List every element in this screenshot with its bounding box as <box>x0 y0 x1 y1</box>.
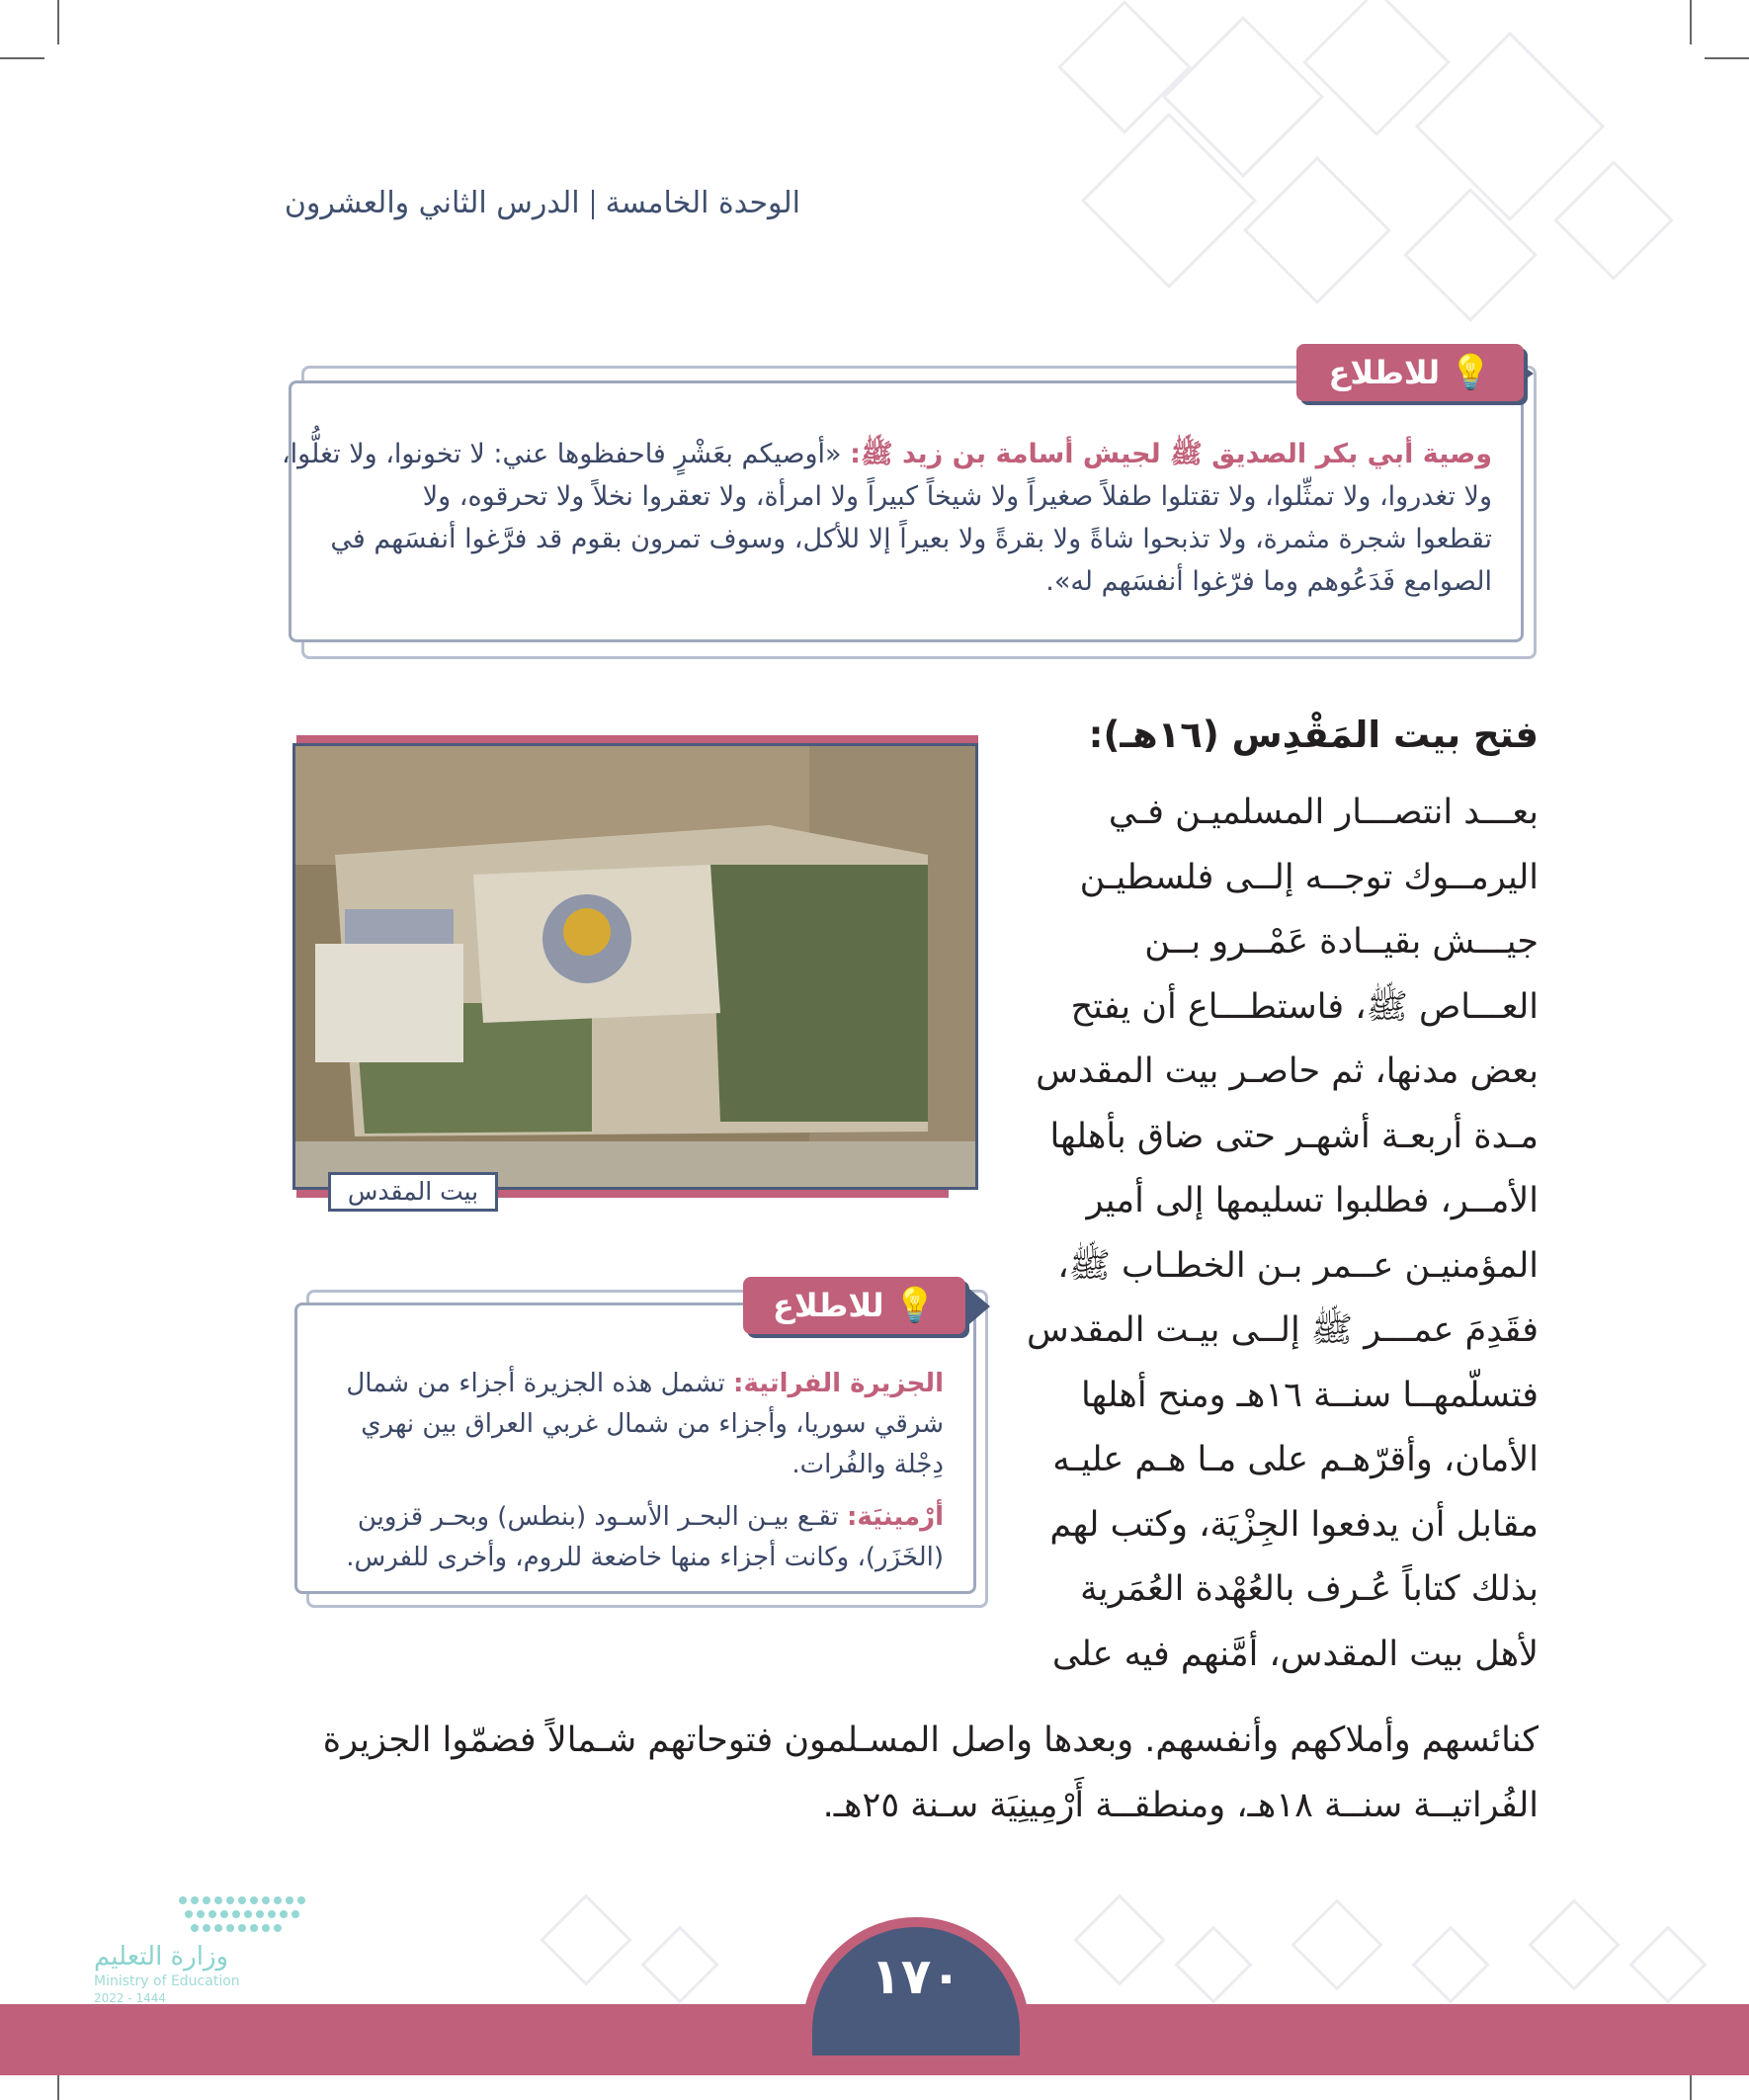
running-header <box>284 186 800 220</box>
crop-mark <box>0 57 44 59</box>
aerial-photo-illustration <box>295 746 978 1190</box>
text-line: الأمــر، فطلبوا تسليمها إلى أمير <box>1086 1181 1539 1220</box>
text-line: العـــاص ﷺ، فاستطـــاع أن يفتح <box>1070 986 1539 1027</box>
text-line <box>281 433 1492 475</box>
term-jazira: الجزيرة الفراتية: <box>733 1369 944 1398</box>
decor-diamond <box>640 1925 718 2003</box>
lightbulb-icon: 💡 <box>893 1286 936 1325</box>
text-line: بذلك كتاباً عُـرف بالعُهْدة العُمَرية <box>1080 1569 1539 1609</box>
text-line: المؤمنيـن عــمر بـن الخطـاب ﷺ، <box>1057 1245 1539 1286</box>
text-line: مقابل أن يدفعوا الجِزْيَة، وكتب لهم <box>1049 1504 1539 1545</box>
text-line: اليرمــوك توجــه إلــى فلسطيـن <box>1079 857 1539 897</box>
text-line: فقَدِمَ عمـــر ﷺ إلــى بيـت المقدس <box>1027 1310 1539 1350</box>
lesson-label: الدرس الثاني والعشرون <box>284 186 580 220</box>
info-box-2-text <box>326 1364 944 1578</box>
definition-line: تشمل هذه الجزيرة أجزاء من شمال <box>346 1369 725 1398</box>
text-line <box>326 1364 944 1404</box>
info-badge <box>743 1277 965 1334</box>
text-line: شرقي سوريا، وأجزاء من شمال غربي العراق بين نهري <box>361 1409 944 1439</box>
text-line: بعض مدنها، ثم حاصـر بيت المقدس <box>1036 1051 1539 1091</box>
decor-diamond <box>540 1893 631 1985</box>
info-line: «أوصيكم بعَشْرٍ فاحفظوها عني: لا تخونوا، ولا تغلُّوا، <box>281 439 842 469</box>
crop-mark <box>1690 0 1692 44</box>
decor-diamond <box>1553 160 1674 281</box>
decor-diamond <box>1291 1898 1382 1990</box>
logo-dots-icon <box>173 1892 321 1942</box>
text-line: لأهل بيت المقدس، أمَّنهم فيه على <box>1051 1634 1539 1674</box>
term-armenia: أرْمينيَة: <box>847 1502 944 1532</box>
photo-caption: بيت المقدس <box>328 1172 498 1212</box>
photo-top-bar <box>296 735 978 743</box>
decor-diamond <box>1628 1925 1707 2003</box>
decor-diamond <box>1411 1925 1489 2003</box>
text-line <box>326 1497 944 1538</box>
decor-diamond <box>1243 156 1391 304</box>
decor-diamond <box>1174 1925 1252 2003</box>
text-line: مـدة أربعـة أشهـر حتى ضاق بأهلها <box>1049 1116 1539 1156</box>
info-badge <box>1296 344 1524 401</box>
text-line: الفُراتيــة سنــة ١٨هـ، ومنطقــة أَرْمِينِيَة سـنة ٢٥هـ. <box>822 1786 1539 1825</box>
text-line: جيـــش بقيــادة عَمْــرو بــن <box>1144 922 1539 962</box>
text-line: ولا تغدروا، ولا تمثِّلوا، ولا تقتلوا طفلاً صغيراً ولا شيخاً كبيراً ولا امرأة، ولا تعقروا نخلاً ولا تحرقوه، ولا <box>422 481 1492 512</box>
text-line: فتسلّمهــا سنــة ١٦هـ ومنح أهلها <box>1080 1375 1539 1415</box>
text-line: (الخَزَر)، وكانت أجزاء منها خاضعة للروم، وأخرى للفرس. <box>346 1543 944 1572</box>
info-box-text <box>281 433 1492 603</box>
lightbulb-icon: 💡 <box>1450 353 1492 392</box>
full-width-text <box>293 1708 1539 1838</box>
badge-label: للاطلاع <box>773 1287 884 1324</box>
text-line: بعـــد انتصـــار المسلميـن فـي <box>1108 793 1539 832</box>
crop-mark <box>57 0 59 44</box>
decor-diamond <box>1073 1893 1165 1985</box>
text-line: دِجْلة والفُرات. <box>791 1450 944 1479</box>
page-number: ١٧٠ <box>802 1917 1030 2065</box>
main-text-column <box>1010 781 1539 1687</box>
al-aqsa-photo <box>292 743 978 1190</box>
crop-mark <box>1705 57 1749 59</box>
header-divider <box>592 190 594 219</box>
info-lead: وصية أبي بكر الصديق ﷺ لجيش أسامة بن زيد ﷺ: <box>850 439 1492 469</box>
text-line: كنائسهم وأملاكهم وأنفسهم. وبعدها واصل المسـلمون فتوحاتهم شـمالاً فضمّوا الجزيرة <box>322 1721 1539 1760</box>
section-title: فتح بيت المَقْدِس (١٦هـ): <box>1088 714 1539 756</box>
ministry-name-en: Ministry of Education <box>94 1974 240 1989</box>
text-line: الصوامع فَدَعُوهم وما فرّغوا أنفسَهم له». <box>1045 566 1492 597</box>
text-line: تقطعوا شجرة مثمرة، ولا تذبحوا شاةً ولا بقرةً ولا بعيراً إلا للأكل، وسوف تمرون بقوم قد فرَّغوا أنفسَهم في <box>330 524 1492 554</box>
edition-year: 2022 - 1444 <box>94 1991 167 2005</box>
definition-line: تقـع بيـن البحـر الأسـود (بنطس) وبحـر قزوين <box>357 1502 839 1532</box>
badge-label: للاطلاع <box>1328 354 1441 391</box>
decor-diamond <box>1528 1898 1620 1990</box>
unit-label: الوحدة الخامسة <box>605 186 800 220</box>
ministry-logo <box>94 1892 321 2011</box>
text-line: الأمان، وأقرّهـم على مـا هـم عليـه <box>1052 1440 1539 1479</box>
ministry-name-ar: وزارة التعليم <box>94 1942 229 1972</box>
